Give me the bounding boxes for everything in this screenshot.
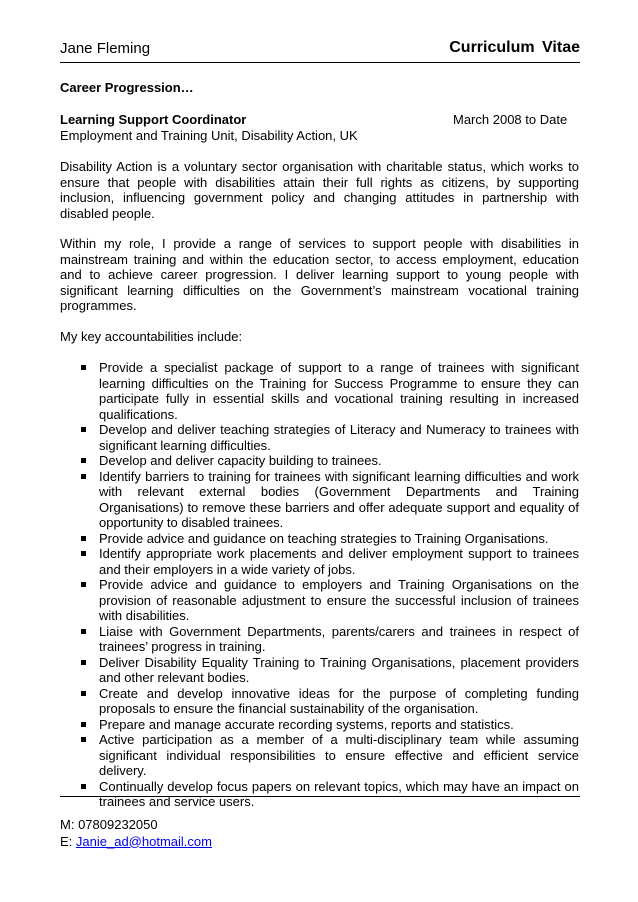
role-title: Learning Support Coordinator: [60, 111, 247, 127]
phone-number: 07809232050: [78, 817, 158, 832]
list-item: Provide a specialist package of support to a range of trainees with significant learning difficulties on the Training for Success Programme to ensure they can participate fully in essential skills and vocational training resulting in increased qualifications.: [60, 360, 579, 422]
list-item: Develop and deliver teaching strategies of Literacy and Numeracy to trainees with significant learning difficulties.: [60, 422, 579, 453]
list-item: Identify appropriate work placements and deliver employment support to trainees and their employers in a wide variety of jobs.: [60, 546, 579, 577]
list-item: Continually develop focus papers on relevant topics, which may have an impact on trainees and service users.: [60, 779, 579, 810]
role-dates: March 2008 to Date: [453, 111, 568, 127]
phone-label: M:: [60, 817, 79, 832]
list-item: Create and develop innovative ideas for the purpose of completing funding proposals to ensure the financial sustainability of the organisation.: [60, 686, 579, 717]
list-item: Prepare and manage accurate recording systems, reports and statistics.: [60, 717, 579, 733]
page-header: [60, 40, 580, 63]
page-footer: [60, 817, 212, 850]
phone-line: [60, 817, 212, 834]
author-name: Jane Fleming: [60, 40, 151, 57]
list-item: Provide advice and guidance on teaching strategies to Training Organisations.: [60, 531, 579, 547]
role-line: [60, 112, 579, 128]
list-item: Deliver Disability Equality Training to Training Organisations, placement providers and other relevant bodies.: [60, 655, 579, 686]
list-item: Liaise with Government Departments, parents/carers and trainees in respect of trainees’ progress in training.: [60, 624, 579, 655]
list-item: Active participation as a member of a multi-disciplinary team while assuming significant individual responsibilities to ensure effective and efficient service delivery.: [60, 732, 579, 779]
accountabilities-intro: My key accountabilities include:: [60, 328, 243, 344]
footer-divider: [60, 796, 580, 797]
email-link[interactable]: Janie_ad@hotmail.com: [75, 833, 212, 849]
paragraph-role: Within my role, I provide a range of services to support people with disabilities in mainstream training and within the education sector, to access employment, education and to achieve career progression. I deliver learning support to young people with significant learning difficulties on the Government’s mainstream vocational training programmes.: [60, 236, 579, 313]
email-line: [60, 834, 212, 851]
accountabilities-list: [60, 360, 579, 810]
document-title: Curriculum Vitae: [449, 39, 580, 56]
list-item: Identify barriers to training for trainees with significant learning difficulties and work with relevant external bodies (Government Departments and Training Organisations) to remove these barriers and offer adequate support and equality of opportunity to disabled trainees.: [60, 469, 579, 531]
paragraph-organisation: Disability Action is a voluntary sector organisation with charitable status, which works to ensure that people with disabilities attain their full rights as citizens, by supporting inclusion, influencing government policy and changing attitudes in partnership with disabled people.: [60, 159, 579, 221]
role-employer: Employment and Training Unit, Disability Action, UK: [60, 127, 358, 143]
email-label: E:: [60, 833, 76, 849]
section-title: Career Progression…: [60, 80, 194, 95]
list-item: Develop and deliver capacity building to trainees.: [60, 453, 579, 469]
list-item: Provide advice and guidance to employers and Training Organisations on the provision of reasonable adjustment to ensure the successful inclusion of trainees with disabilities.: [60, 577, 579, 624]
page-content: [60, 80, 579, 810]
